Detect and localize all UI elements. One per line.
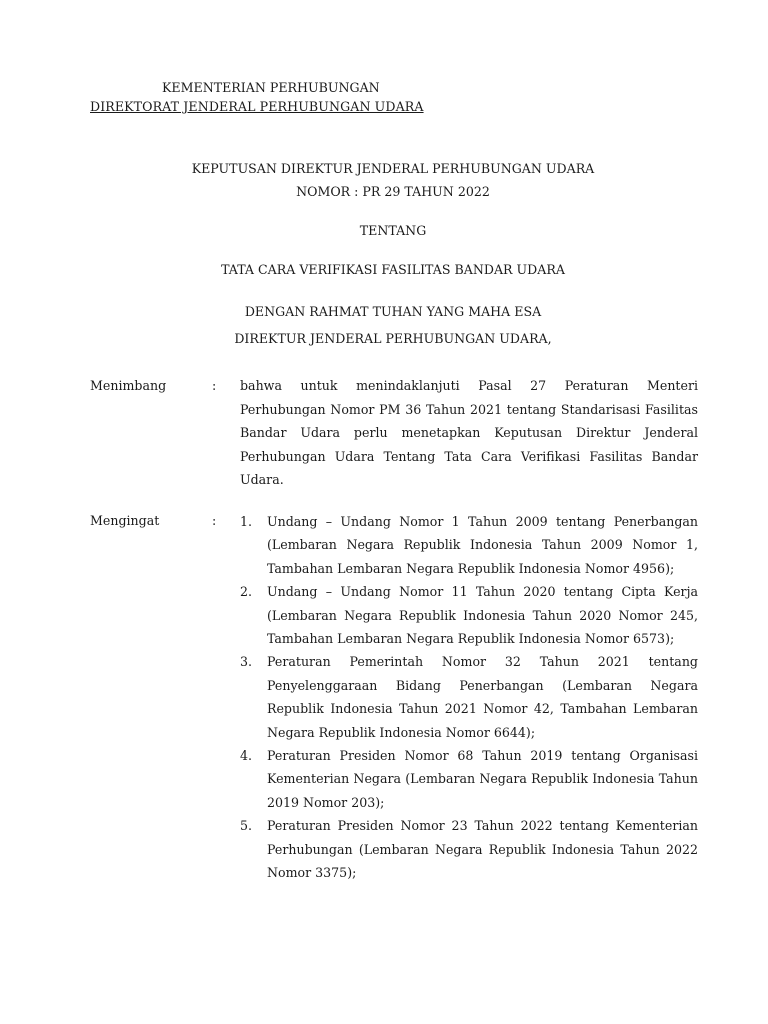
menimbang-colon: :: [212, 378, 217, 393]
list-item: [240, 814, 698, 884]
menimbang-text: bahwa untuk menindaklanjuti Pasal 27 Peraturan Menteri Perhubungan Nomor PM 36 Tahun 2021 tentang Standarisasi Fasilitas Bandar Udara perlu menetapkan Keputusan Direktur Jenderal Perhubungan Udara Tentang Tata Cara Verifikasi Fasilitas Bandar Udara.: [240, 378, 698, 487]
letterhead: [90, 78, 490, 116]
list-item-number: 5.: [240, 818, 253, 834]
list-item-number: 1.: [240, 514, 253, 529]
mengingat-label: Mengingat: [90, 513, 160, 528]
list-item-number: 2.: [240, 584, 253, 600]
list-item-number: 4.: [240, 748, 253, 764]
menimbang-label: Menimbang: [90, 378, 167, 393]
list-item: [240, 510, 698, 580]
list-item-number: 3.: [240, 654, 253, 670]
mengingat-colon: :: [212, 513, 217, 528]
list-item-text: Peraturan Pemerintah Nomor 32 Tahun 2021 tentang Penyelenggaraan Bidang Penerbangan (Lembaran Negara Republik Indonesia Tahun 2021 Nomor 42, Tambahan Lembaran Negara Republik Indonesia Nomor 6644);: [267, 654, 698, 740]
blessing-line: DENGAN RAHMAT TUHAN YANG MAHA ESA: [244, 304, 542, 319]
list-item: [240, 744, 698, 814]
list-item: [240, 650, 698, 744]
list-item-text: Peraturan Presiden Nomor 68 Tahun 2019 tentang Organisasi Kementerian Negara (Lembaran Negara Republik Indonesia Tahun 2019 Nomor 203);: [267, 748, 698, 810]
issuer-line: DIREKTUR JENDERAL PERHUBUNGAN UDARA,: [234, 331, 552, 346]
directorate-name: DIREKTORAT JENDERAL PERHUBUNGAN UDARA: [90, 99, 424, 114]
list-item-text: Peraturan Presiden Nomor 23 Tahun 2022 tentang Kementerian Perhubungan (Lembaran Negara Republik Indonesia Tahun 2022 Nomor 3375);: [267, 818, 698, 881]
ministry-name: KEMENTERIAN PERHUBUNGAN: [162, 80, 380, 95]
decree-number: NOMOR : PR 29 TAHUN 2022: [296, 184, 490, 199]
about-heading: TENTANG: [359, 223, 427, 238]
decree-subject: TATA CARA VERIFIKASI FASILITAS BANDAR UDARA: [221, 262, 565, 277]
mengingat-list: [240, 510, 698, 885]
list-item: [240, 580, 698, 650]
list-item-text: Undang – Undang Nomor 11 Tahun 2020 tentang Cipta Kerja (Lembaran Negara Republik Indonesia Tahun 2020 Nomor 245, Tambahan Lembaran Negara Republik Indonesia Nomor 6573);: [267, 584, 698, 647]
list-item-text: Undang – Undang Nomor 1 Tahun 2009 tentang Penerbangan (Lembaran Negara Republik Indonesia Tahun 2009 Nomor 1, Tambahan Lembaran Negara Republik Indonesia Nomor 4956);: [267, 514, 698, 576]
decree-title: KEPUTUSAN DIREKTUR JENDERAL PERHUBUNGAN UDARA: [191, 161, 595, 176]
